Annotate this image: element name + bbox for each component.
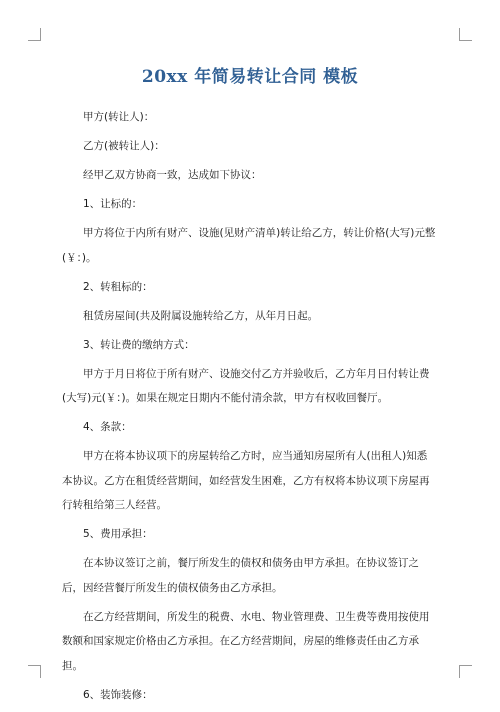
paragraph-party-a: 甲方(转让人)：	[83, 111, 155, 123]
paragraph-party-b: 乙方(被转让人)：	[83, 140, 165, 152]
paragraph-cost-bearing-2: 在乙方经营期间，所发生的税费、水电、物业管理费、卫生费等费用按使用数额和国家规定价格由乙方承担。在乙方经营期间，房屋的维修责任由乙方承担。	[62, 610, 430, 672]
crop-mark-bottom-right	[459, 665, 472, 678]
heading-transfer-subject: 1、让标的：	[83, 198, 143, 210]
crop-mark-top-left	[28, 28, 41, 41]
document-body	[62, 105, 436, 712]
heading-cost-bearing: 5、费用承担：	[83, 528, 153, 540]
crop-mark-top-right	[459, 28, 472, 41]
heading-decoration: 6、装饰装修：	[83, 688, 153, 701]
paragraph-terms: 甲方在将本协议项下的房屋转给乙方时，应当通知房屋所有人(出租人)知悉本协议。乙方在租赁经营期间，如经营发生困难，乙方有权将本协议项下房屋再行转租给第三人经营。	[62, 450, 430, 511]
document-title: 20xx 年简易转让合同 模板	[141, 67, 359, 87]
paragraph-cost-bearing-1: 在本协议签订之前，餐厅所发生的债权和债务由甲方承担。在协议签订之后，因经营餐厅所发生的债权债务由乙方承担。	[62, 557, 419, 594]
heading-terms: 4、条款：	[83, 421, 132, 433]
crop-mark-bottom-left	[28, 665, 41, 678]
paragraph-agreement: 经甲乙双方协商一致，达成如下协议：	[83, 169, 262, 181]
heading-payment-method: 3、转让费的缴纳方式：	[83, 338, 195, 351]
paragraph-transfer-subject: 甲方将位于内所有财产、设施(见财产清单)转让给乙方，转让价格(大写)元整(￥：)。	[62, 227, 436, 264]
paragraph-sublease-subject: 租赁房屋间(共及附属设施转给乙方，从年月日起。	[83, 309, 319, 322]
heading-sublease-subject: 2、转租标的：	[83, 280, 153, 293]
paragraph-payment-method: 甲方于月日将位于所有财产、设施交付乙方并验收后，乙方年月日付转让费(大写)元(￥：)。如果在规定日期内不能付清余款，甲方有权收回餐厅。	[62, 367, 430, 404]
